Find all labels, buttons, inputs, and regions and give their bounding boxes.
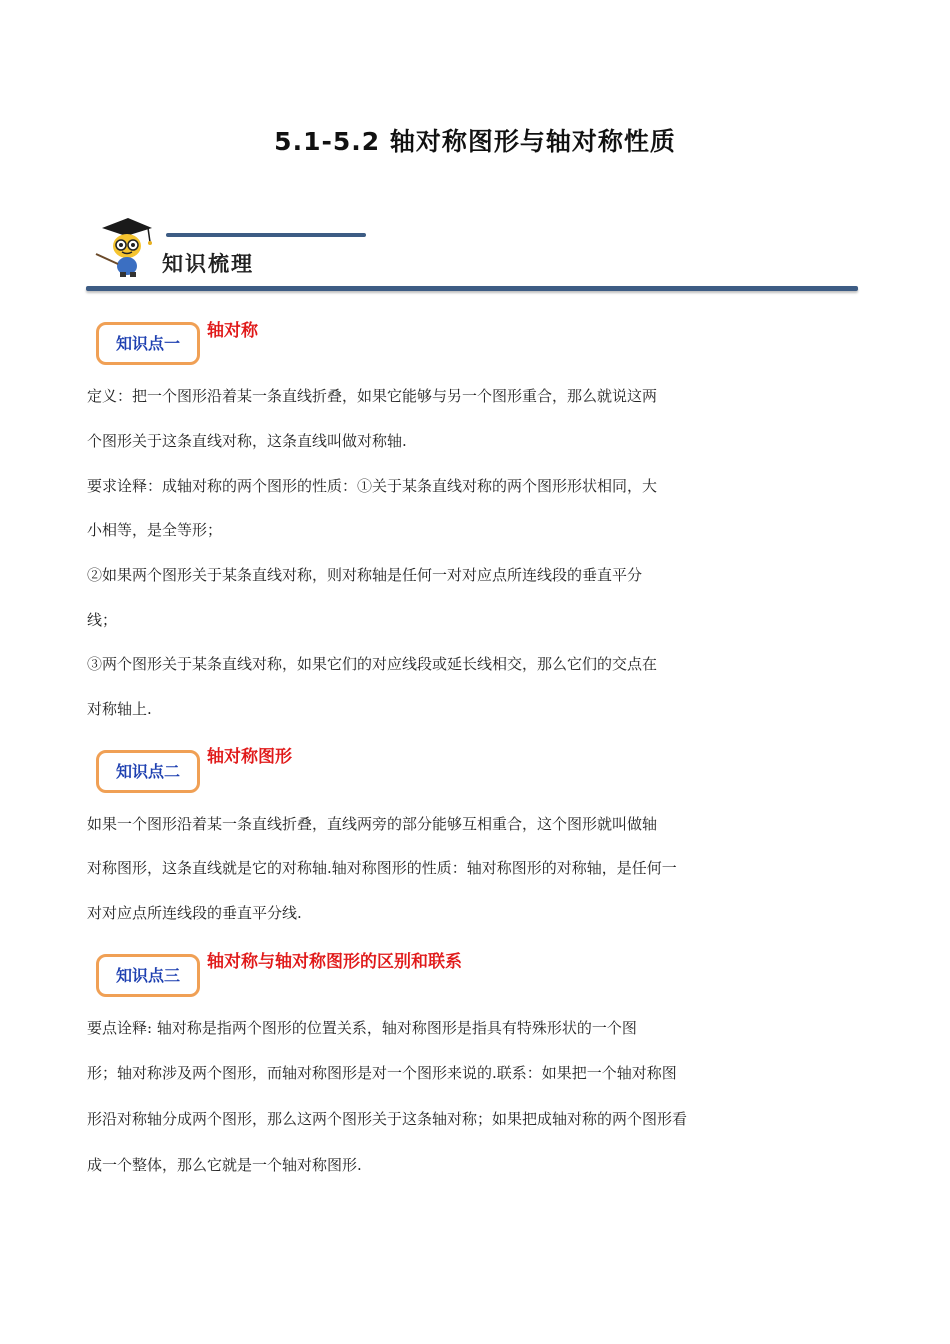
paragraph-line: 对称轴上. (87, 700, 152, 718)
paragraph-line: 小相等，是全等形； (87, 521, 223, 539)
banner-divider (86, 286, 858, 291)
section-title: 轴对称图形 (207, 747, 292, 767)
section-badge: 知识点二 (96, 750, 200, 793)
paragraph-line: 要点诠释: 轴对称是指两个图形的位置关系，轴对称图形是指具有特殊形状的一个图 (87, 1019, 637, 1037)
paragraph-line: 形；轴对称涉及两个图形，而轴对称图形是对一个图形来说的.联系：如果把一个轴对称图 (87, 1064, 677, 1082)
section-badge: 知识点三 (96, 954, 200, 997)
section-banner (86, 212, 860, 304)
paragraph-line: ③两个图形关于某条直线对称，如果它们的对应线段或延长线相交，那么它们的交点在 (87, 655, 658, 673)
paragraph-line: ②如果两个图形关于某条直线对称，则对称轴是任何一对对应点所连线段的垂直平分 (87, 566, 643, 584)
paragraph-line: 对对应点所连线段的垂直平分线. (87, 904, 302, 922)
paragraph-line: 如果一个图形沿着某一条直线折叠，直线两旁的部分能够互相重合，这个图形就叫做轴 (87, 815, 658, 833)
paragraph-line: 对称图形，这条直线就是它的对称轴.轴对称图形的性质：轴对称图形的对称轴，是任何一 (87, 859, 677, 877)
section-title: 轴对称 (207, 321, 258, 341)
banner-accent-bar (166, 233, 366, 237)
paragraph-line: 线； (87, 611, 118, 629)
section-title: 轴对称与轴对称图形的区别和联系 (207, 952, 462, 972)
section-badge: 知识点一 (96, 322, 200, 365)
banner-heading: 知识梳理 (162, 251, 254, 276)
paragraph-line: 定义：把一个图形沿着某一条直线折叠，如果它能够与另一个图形重合，那么就说这两 (87, 387, 658, 405)
paragraph-line: 成一个整体，那么它就是一个轴对称图形. (87, 1156, 362, 1174)
graduate-mascot-icon (90, 214, 160, 278)
paragraph-line: 个图形关于这条直线对称，这条直线叫做对称轴. (87, 432, 407, 450)
paragraph-line: 形沿对称轴分成两个图形，那么这两个图形关于这条轴对称；如果把成轴对称的两个图形看 (87, 1110, 688, 1128)
paragraph-line: 要求诠释：成轴对称的两个图形的性质：①关于某条直线对称的两个图形形状相同，大 (87, 477, 658, 495)
page-title: 5.1-5.2 轴对称图形与轴对称性质 (274, 127, 676, 156)
